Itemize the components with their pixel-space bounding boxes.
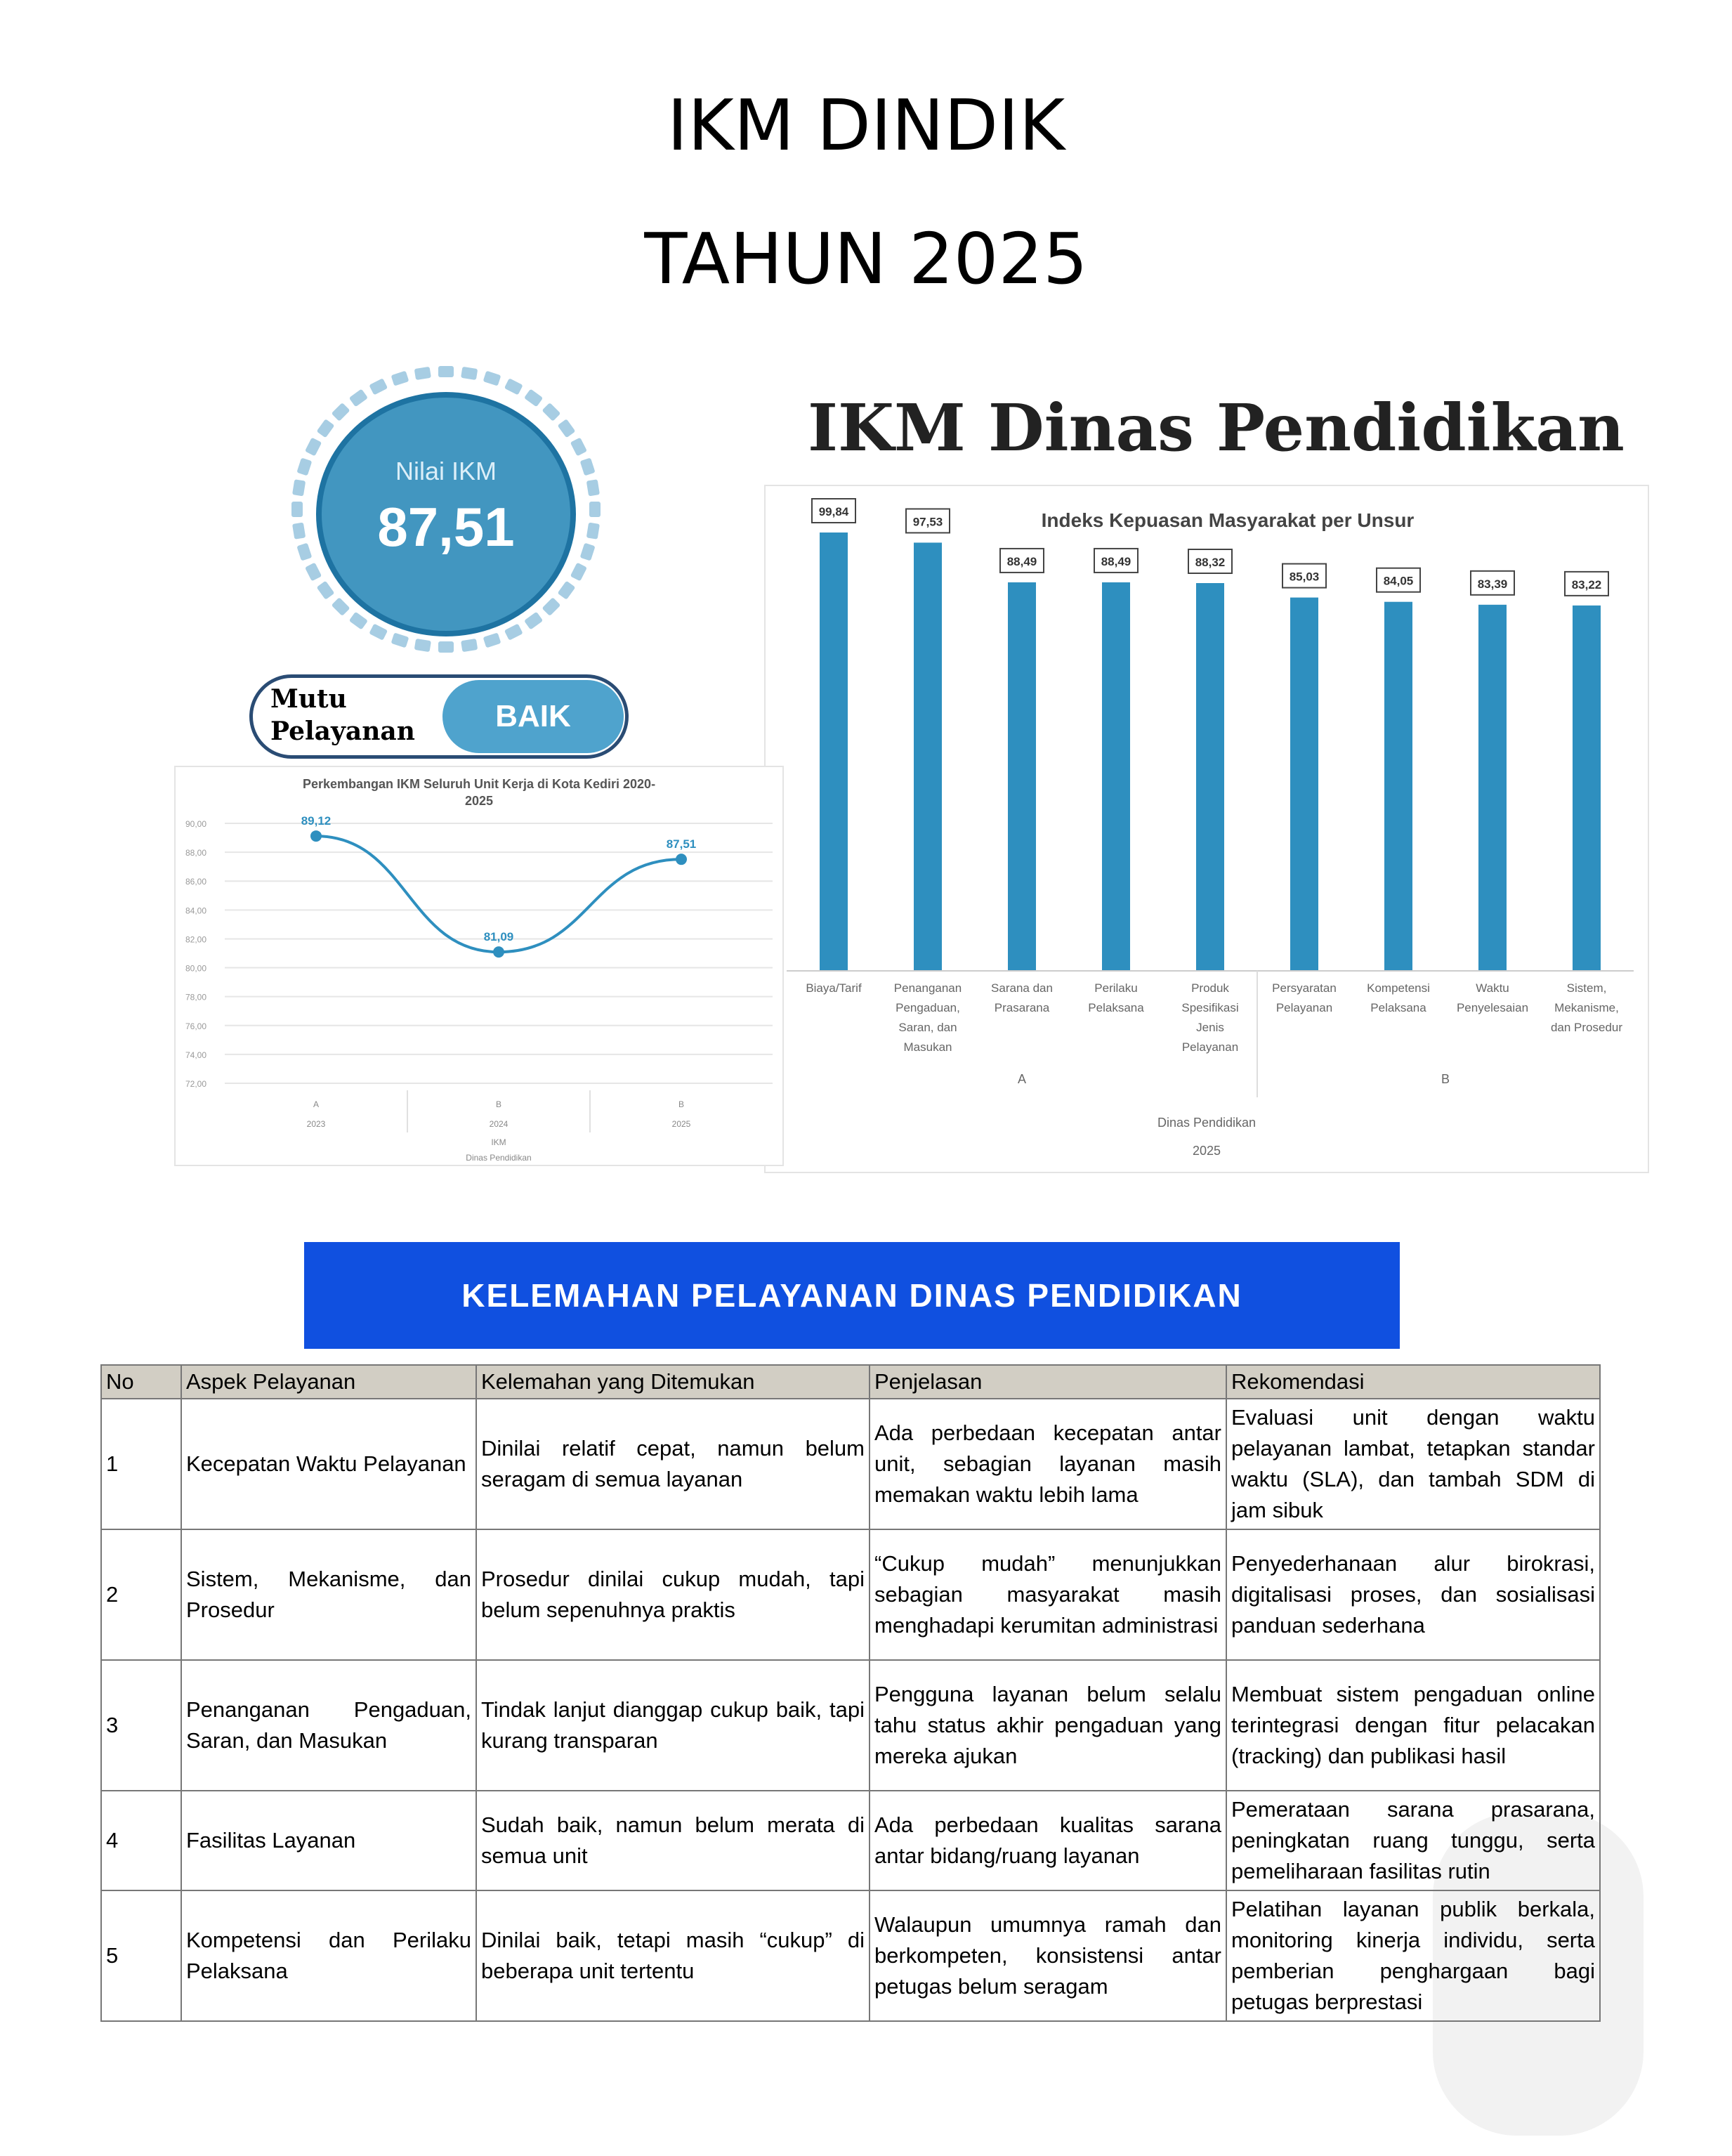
bar-category-label: Biaya/Tarif	[806, 981, 862, 995]
mutu-label-line2: Pelayanan	[270, 717, 415, 746]
cell-kelemahan: Dinilai baik, tetapi masih “cukup” di beberapa unit tertentu	[476, 1890, 870, 2021]
line-x-group-label: B	[495, 1099, 502, 1109]
line-y-tick: 90,00	[185, 819, 207, 829]
gauge-ring-dash	[291, 502, 303, 517]
bar-category-label: Produk	[1191, 981, 1229, 995]
bar-category-label: Perilaku	[1094, 981, 1138, 995]
table-row	[101, 1660, 1600, 1791]
cell-rekomendasi: Penyederhanaan alur birokrasi, digitalisasi proses, dan sosialisasi panduan sederhana	[1226, 1529, 1600, 1660]
bar-data-label: 88,49	[1006, 554, 1037, 568]
gauge-value: 87,51	[377, 496, 515, 558]
gauge-ring-dash	[461, 367, 478, 380]
bar-group-label: B	[1441, 1072, 1450, 1086]
bar-data-label: 83,22	[1571, 577, 1602, 592]
line-x-year-label: 2023	[306, 1119, 326, 1129]
cell-rekomendasi: Pelatihan layanan publik berkala, monitoring kinerja individu, serta pemberian penghargaan bagi petugas berprestasi	[1226, 1890, 1600, 2021]
cell-aspek: Kompetensi dan Perilaku Pelaksana	[181, 1890, 476, 2021]
bar-data-label: 88,49	[1101, 554, 1131, 568]
cell-penjelasan: Pengguna layanan belum selalu tahu status akhir pengaduan yang mereka ajukan	[870, 1660, 1226, 1791]
gauge-ring-dash	[542, 597, 560, 616]
line-y-tick: 74,00	[185, 1050, 207, 1060]
cell-kelemahan: Sudah baik, namun belum merata di semua unit	[476, 1791, 870, 1890]
gauge-ring-dash	[369, 624, 388, 641]
gauge-ring-dash	[461, 639, 478, 652]
cell-no: 2	[101, 1529, 181, 1660]
cell-aspek: Kecepatan Waktu Pelayanan	[181, 1399, 476, 1529]
bar-category-label: Sistem,	[1566, 981, 1607, 995]
line-chart-title-cont: 2025	[464, 794, 494, 808]
bar-data-label: 83,39	[1477, 577, 1508, 591]
bar-chart-panel	[764, 485, 1649, 1173]
header-aspek: Aspek Pelayanan	[181, 1365, 476, 1399]
bar-category-label: dan Prosedur	[1550, 1021, 1623, 1034]
cell-penjelasan: Ada perbedaan kecepatan antar unit, sebagian layanan masih memakan waktu lebih lama	[870, 1399, 1226, 1529]
bar-category-label: Pengaduan,	[895, 1001, 960, 1014]
gauge-ring-dash	[570, 563, 587, 582]
cell-no: 1	[101, 1399, 181, 1529]
gauge-ring-dash	[570, 438, 587, 457]
bar-category-label: Jenis	[1196, 1021, 1224, 1034]
header-no: No	[101, 1365, 181, 1399]
line-x-year-label: 2025	[671, 1119, 691, 1129]
line-chart-panel	[174, 766, 784, 1166]
bar-chart	[766, 486, 1648, 1172]
line-y-tick: 76,00	[185, 1021, 207, 1031]
bar	[820, 533, 848, 971]
bar	[1290, 598, 1318, 971]
mutu-rating-badge: BAIK	[442, 680, 624, 753]
gauge-ring-dash	[292, 479, 306, 496]
mutu-pelayanan-label	[270, 683, 432, 747]
gauge-ring-dash	[586, 479, 600, 496]
bar-x-axis-title: Dinas Pendidikan	[1157, 1116, 1257, 1130]
table-row	[101, 1791, 1600, 1890]
ikm-chart-heading: IKM Dinas Pendidikan	[808, 390, 1625, 466]
line-x-year-label: 2024	[489, 1119, 509, 1129]
line-x-group-label: A	[313, 1099, 320, 1109]
bar-category-label: Pelayanan	[1275, 1001, 1333, 1014]
cell-rekomendasi: Evaluasi unit dengan waktu pelayanan lambat, tetapkan standar waktu (SLA), dan tambah SDM di jam sibuk	[1226, 1399, 1600, 1529]
cell-aspek: Penanganan Pengaduan, Saran, dan Masukan	[181, 1660, 476, 1791]
line-point	[493, 946, 504, 958]
bar-group-label: A	[1017, 1072, 1027, 1086]
gauge-ring-dash	[438, 366, 454, 377]
bar	[1102, 582, 1130, 971]
bar-x-axis-subtitle: 2025	[1192, 1144, 1221, 1158]
gauge-ring-dash	[317, 419, 335, 438]
cell-rekomendasi: Pemerataan sarana prasarana, peningkatan ruang tunggu, serta pemeliharaan fasilitas rutin	[1226, 1791, 1600, 1890]
gauge-ring-dash	[580, 457, 596, 476]
gauge-ring-dash	[292, 523, 306, 540]
bar-data-label: 84,05	[1383, 574, 1414, 588]
gauge-ring-dash	[558, 419, 576, 438]
line-chart	[176, 767, 782, 1165]
cell-penjelasan: Walaupun umumnya ramah dan berkompeten, konsistensi antar petugas belum seragam	[870, 1890, 1226, 2021]
header-kelemahan: Kelemahan yang Ditemukan	[476, 1365, 870, 1399]
line-y-tick: 78,00	[185, 992, 207, 1002]
bar-data-label: 99,84	[818, 505, 849, 518]
bar	[1573, 606, 1601, 971]
gauge-ring-dash	[586, 523, 600, 540]
page-title-line1: IKM DINDIK	[667, 84, 1065, 166]
header-penjelasan: Penjelasan	[870, 1365, 1226, 1399]
bar-category-label: Saran, dan	[898, 1021, 957, 1034]
table-row	[101, 1529, 1600, 1660]
cell-no: 5	[101, 1890, 181, 2021]
mutu-label-line1: Mutu	[270, 684, 347, 714]
bar	[1196, 583, 1224, 971]
line-data-label: 89,12	[301, 814, 332, 828]
bar-chart-title: Indeks Kepuasan Masyarakat per Unsur	[1041, 509, 1415, 531]
gauge-ring-dash	[542, 403, 560, 422]
line-x-group-label: B	[678, 1099, 685, 1109]
gauge-ring-dash	[305, 438, 322, 457]
bar-category-label: Penyelesaian	[1456, 1001, 1529, 1014]
line-data-label: 81,09	[483, 930, 514, 944]
gauge-ring-dash	[391, 632, 409, 648]
bar-category-label: Prasarana	[994, 1001, 1050, 1014]
gauge-ring-dash	[483, 371, 501, 386]
gauge-ring-dash	[369, 378, 388, 395]
bar-category-label: Penanganan	[893, 981, 962, 995]
gauge-ring-dash	[296, 457, 312, 476]
gauge-ring-dash	[317, 581, 335, 600]
bar-category-label: Pelaksana	[1088, 1001, 1144, 1014]
line-point	[310, 830, 322, 842]
gauge-ring-dash	[524, 388, 543, 407]
bar-category-label: Mekanisme,	[1554, 1001, 1619, 1014]
line-data-label: 87,51	[666, 837, 697, 851]
bar-category-label: Spesifikasi	[1181, 1001, 1239, 1014]
cell-no: 4	[101, 1791, 181, 1890]
cell-penjelasan: “Cukup mudah” menunjukkan sebagian masyarakat masih menghadapi kerumitan administrasi	[870, 1529, 1226, 1660]
gauge-ring-dash	[504, 624, 523, 641]
bar	[1384, 602, 1412, 971]
page-title-line2: TAHUN 2025	[644, 218, 1088, 300]
line-x-axis-subtitle: Dinas Pendidikan	[466, 1153, 532, 1163]
header-rekomendasi: Rekomendasi	[1226, 1365, 1600, 1399]
gauge-label: Nilai IKM	[395, 457, 497, 485]
gauge-ring-dash	[414, 367, 431, 380]
weakness-banner: KELEMAHAN PELAYANAN DINAS PENDIDIKAN	[304, 1242, 1400, 1349]
gauge-ring-dash	[414, 639, 431, 652]
bar	[1008, 582, 1036, 971]
line-chart-title: Perkembangan IKM Seluruh Unit Kerja di Kota Kediri 2020-	[302, 777, 656, 791]
bar-category-label: Waktu	[1476, 981, 1509, 995]
gauge-ring-dash	[305, 563, 322, 582]
cell-rekomendasi: Membuat sistem pengaduan online terintegrasi dengan fitur pelacakan (tracking) dan publikasi hasil	[1226, 1660, 1600, 1791]
bar	[1478, 605, 1507, 971]
line-point	[676, 854, 687, 865]
cell-kelemahan: Tindak lanjut dianggap cukup baik, tapi kurang transparan	[476, 1660, 870, 1791]
bar-category-label: Pelayanan	[1181, 1040, 1239, 1054]
gauge-ring-dash	[580, 543, 596, 561]
bar	[914, 542, 942, 971]
gauge-ring-dash	[589, 502, 601, 517]
bar-category-label: Pelaksana	[1370, 1001, 1426, 1014]
bar-category-label: Persyaratan	[1272, 981, 1337, 995]
line-y-tick: 88,00	[185, 848, 207, 858]
line-y-tick: 80,00	[185, 963, 207, 974]
table-row	[101, 1890, 1600, 2021]
line-y-tick: 84,00	[185, 906, 207, 916]
gauge-ring-dash	[332, 597, 350, 616]
gauge-ring-dash	[391, 371, 409, 386]
bar-category-label: Sarana dan	[991, 981, 1053, 995]
gauge-ring-dash	[332, 403, 350, 422]
cell-penjelasan: Ada perbedaan kualitas sarana antar bidang/ruang layanan	[870, 1791, 1226, 1890]
gauge-ring-dash	[504, 378, 523, 395]
gauge-ring-dash	[349, 388, 368, 407]
line-y-tick: 72,00	[185, 1079, 207, 1089]
cell-no: 3	[101, 1660, 181, 1791]
line-y-tick: 82,00	[185, 934, 207, 945]
gauge-ring-dash	[483, 632, 501, 648]
cell-aspek: Sistem, Mekanisme, dan Prosedur	[181, 1529, 476, 1660]
gauge-ring-dash	[349, 612, 368, 630]
gauge-ring-dash	[558, 581, 576, 600]
cell-kelemahan: Prosedur dinilai cukup mudah, tapi belum sepenuhnya praktis	[476, 1529, 870, 1660]
weakness-table	[100, 1364, 1601, 2022]
bar-data-label: 88,32	[1195, 556, 1226, 569]
table-header-row	[101, 1365, 1600, 1399]
gauge-ring-dash	[296, 543, 312, 561]
bar-category-label: Masukan	[903, 1040, 952, 1054]
bar-category-label: Kompetensi	[1367, 981, 1430, 995]
table-row	[101, 1399, 1600, 1529]
gauge-ring-dash	[524, 612, 543, 630]
bar-data-label: 85,03	[1289, 570, 1320, 584]
line-x-axis-title: IKM	[491, 1137, 506, 1147]
line-y-tick: 86,00	[185, 877, 207, 887]
gauge-ring-dash	[438, 641, 454, 653]
bar-data-label: 97,53	[912, 515, 943, 529]
cell-aspek: Fasilitas Layanan	[181, 1791, 476, 1890]
cell-kelemahan: Dinilai relatif cepat, namun belum seragam di semua layanan	[476, 1399, 870, 1529]
